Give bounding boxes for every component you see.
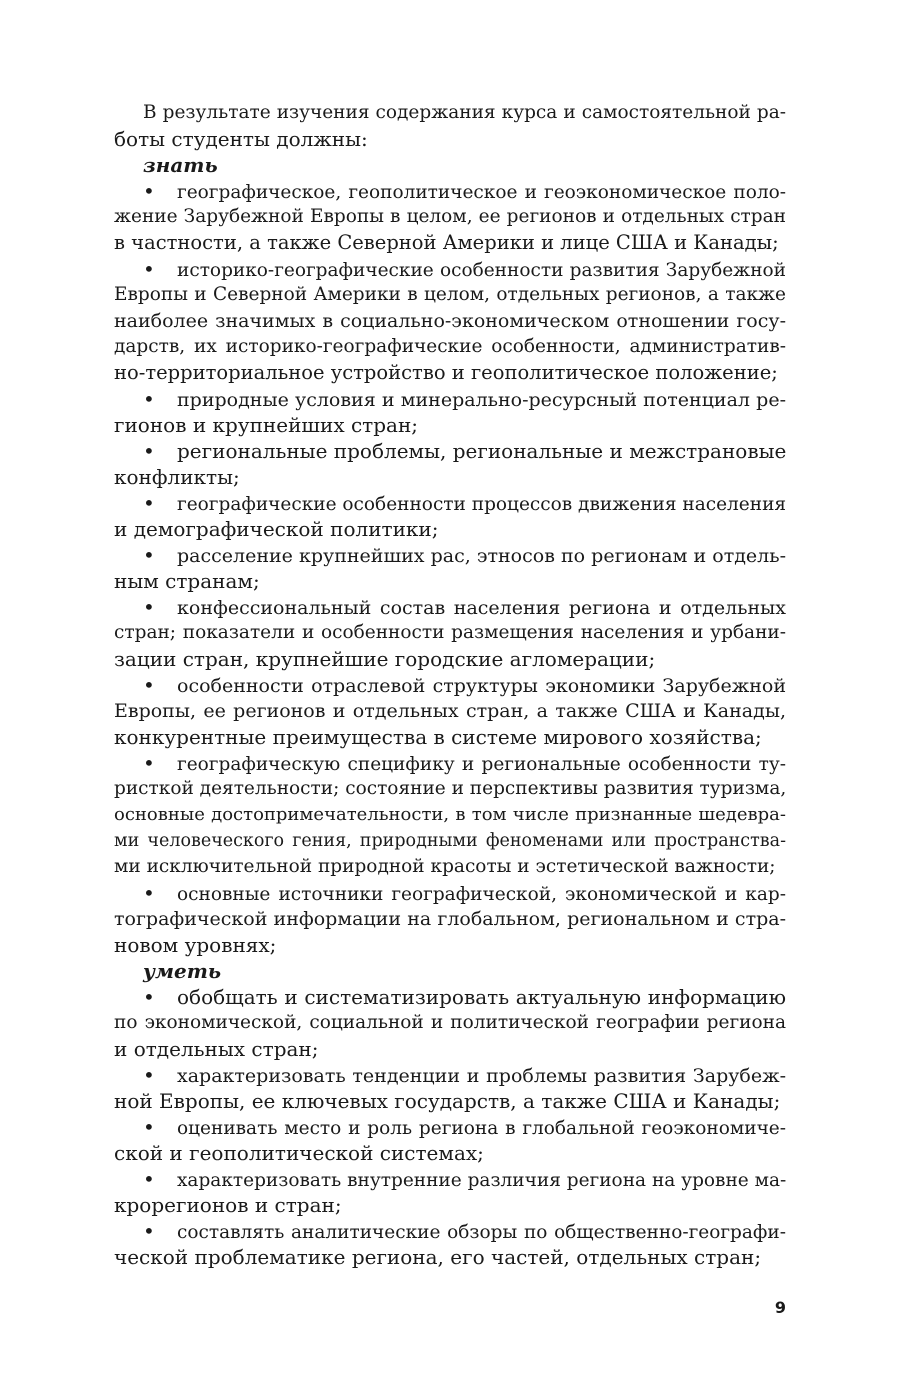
list-item-line: и демографической политики; xyxy=(114,517,439,541)
list-item-line: ристкой деятельности; состояние и перспективы развития туризма, xyxy=(114,778,787,799)
bullet-icon: • xyxy=(143,751,155,775)
list-item-line: ской и геополитической системах; xyxy=(114,1141,484,1165)
intro-line: боты студенты должны: xyxy=(114,127,368,151)
list-item-line: ным странам; xyxy=(114,569,260,593)
section-heading-know: знать xyxy=(143,153,218,177)
list-item-bullet-line: • оценивать место и роль региона в глобальной геоэкономиче- xyxy=(143,1115,786,1139)
bullet-icon: • xyxy=(143,439,155,463)
bullet-icon: • xyxy=(143,1063,155,1087)
list-item-line: жение Зарубежной Европы в целом, ее регионов и отдельных стран xyxy=(114,206,786,227)
list-item-line: ми исключительной природной красоты и эстетической важности; xyxy=(114,856,776,877)
bullet-icon: • xyxy=(143,1115,155,1139)
list-item-line: тографической информации на глобальном, региональном и стра- xyxy=(114,908,786,930)
list-item-bullet-line: • обобщать и систематизировать актуальную информацию xyxy=(143,985,786,1009)
bullet-icon: • xyxy=(143,387,155,411)
list-item-line: зации стран, крупнейшие городские агломерации; xyxy=(114,647,656,671)
bullet-icon: • xyxy=(143,595,155,619)
bullet-icon: • xyxy=(143,1219,155,1243)
bullet-icon: • xyxy=(143,491,155,515)
page-number: 9 xyxy=(774,1298,786,1317)
list-item-line: крорегионов и стран; xyxy=(114,1193,342,1217)
list-item-bullet-line: • конфессиональный состав населения региона и отдельных xyxy=(143,595,786,619)
list-item-bullet-line: • географические особенности процессов движения населения xyxy=(143,491,787,515)
list-item-bullet-line: • основные источники географической, экономической и кар- xyxy=(143,881,786,905)
bullet-icon: • xyxy=(143,881,155,905)
list-item-line: и отдельных стран; xyxy=(114,1037,319,1061)
bullet-icon: • xyxy=(143,985,155,1009)
list-item-line: дарств, их историко-географические особенности, административ- xyxy=(114,336,786,357)
bullet-icon: • xyxy=(143,179,155,203)
list-item-line: конкурентные преимущества в системе мирового хозяйства; xyxy=(114,725,762,749)
list-item-line: Европы и Северной Америки в целом, отдельных регионов, а также xyxy=(114,284,786,305)
list-item-bullet-line: • историко-географические особенности развития Зарубежной xyxy=(143,257,786,281)
list-item-line: ной Европы, ее ключевых государств, а также США и Канады; xyxy=(114,1089,781,1113)
list-item-line: наиболее значимых в социально-экономическом отношении госу- xyxy=(114,310,786,332)
list-item-bullet-line: • природные условия и минерально-ресурсный потенциал ре- xyxy=(143,387,786,411)
list-item-bullet-line: • региональные проблемы, региональные и межстрановые xyxy=(143,439,787,463)
list-item-bullet-line: • географическое, геополитическое и геоэкономическое поло- xyxy=(143,179,786,203)
list-item-line: ческой проблематике региона, его частей, отдельных стран; xyxy=(114,1245,762,1269)
list-item-bullet-line: • особенности отраслевой структуры экономики Зарубежной xyxy=(143,673,786,697)
list-item-line: Европы, ее регионов и отдельных стран, а также США и Канады, xyxy=(114,700,786,722)
list-item-bullet-line: • географическую специфику и региональные особенности ту- xyxy=(143,751,786,775)
list-item-line: новом уровнях; xyxy=(114,933,277,957)
list-item-line: стран; показатели и особенности размещения населения и урбани- xyxy=(114,622,786,643)
section-heading-can: уметь xyxy=(143,959,222,983)
bullet-icon: • xyxy=(143,673,155,697)
bullet-icon: • xyxy=(143,543,155,567)
bullet-icon: • xyxy=(143,1167,155,1191)
list-item-line: конфликты; xyxy=(114,465,240,489)
list-item-line: но-территориальное устройство и геополитическое положение; xyxy=(114,361,778,384)
list-item-line: ми человеческого гения, природными феноменами или пространства- xyxy=(114,831,786,851)
list-item-line: основные достопримечательности, в том числе признанные шедевра- xyxy=(114,804,786,825)
list-item-bullet-line: • расселение крупнейших рас, этносов по регионам и отдель- xyxy=(143,543,786,567)
list-item-bullet-line: • характеризовать внутренние различия региона на уровне ма- xyxy=(143,1167,787,1191)
bullet-icon: • xyxy=(143,257,155,281)
list-item-line: гионов и крупнейших стран; xyxy=(114,413,419,437)
list-item-bullet-line: • характеризовать тенденции и проблемы развития Зарубеж- xyxy=(143,1063,786,1087)
list-item-bullet-line: • составлять аналитические обзоры по общественно-географи- xyxy=(143,1219,786,1243)
list-item-line: в частности, а также Северной Америки и лице США и Канады; xyxy=(114,231,779,254)
intro-line: В результате изучения содержания курса и самостоятельной ра- xyxy=(143,102,786,123)
list-item-line: по экономической, социальной и политической географии региона xyxy=(114,1012,786,1033)
